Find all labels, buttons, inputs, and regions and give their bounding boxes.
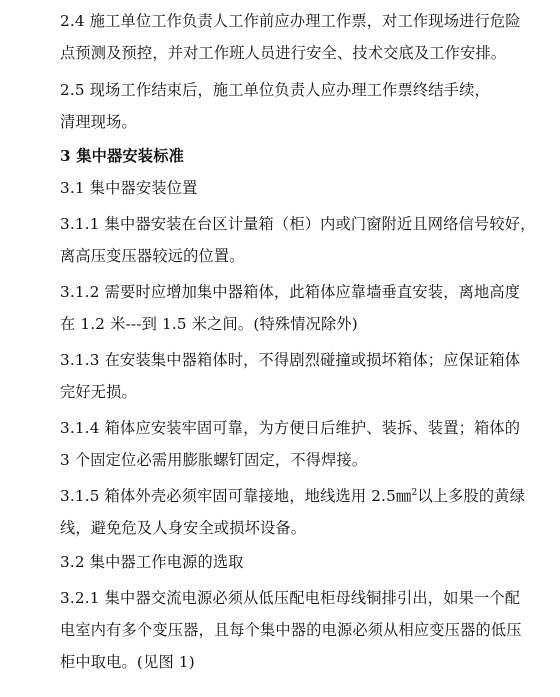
- text-line-2-4-a: 2.4 施工单位工作负责人工作前应办理工作票，对工作现场进行危险: [60, 12, 521, 30]
- text-line-2-4-b: 点预测及预控，并对工作班人员进行安全、技术交底及工作安排。: [60, 44, 507, 62]
- text-line-3-1-3-a: 3.1.3 在安装集中器箱体时，不得剧烈碰撞或损坏箱体；应保证箱体: [60, 351, 521, 369]
- text-line-3-1-1-b: 离高压变压器较远的位置。: [60, 247, 245, 265]
- text-line-3-1-2-b: 在 1.2 米---到 1.5 米之间。(特殊情况除外): [60, 315, 358, 333]
- text-line-2-5-b: 清理现场。: [60, 113, 137, 131]
- text-line-3-1-3-b: 完好无损。: [60, 383, 137, 401]
- text-line-3-1-5-b: 线，避免危及人身安全或损坏设备。: [60, 519, 307, 537]
- text-line-3-1-1-a: 3.1.1 集中器安装在台区计量箱（柜）内或门窗附近且网络信号较好，: [60, 215, 536, 233]
- text-line-3-1-4-b: 3 个固定位必需用膨胀螺钉固定，不得焊接。: [60, 451, 368, 469]
- text-line-3-2-1-c: 柜中取电。(见图 1): [60, 653, 195, 671]
- text-line-3-1-4-a: 3.1.4 箱体应安装牢固可靠，为方便日后维护、装拆、装置；箱体的: [60, 419, 521, 437]
- superscript-2: 2: [411, 487, 418, 498]
- subsection-heading-3-1: 3.1 集中器安装位置: [60, 179, 198, 197]
- text-line-3-1-2-a: 3.1.2 需要时应增加集中器箱体，此箱体应靠墙垂直安装，离地高度: [60, 283, 521, 301]
- text-line-3-2-1-a: 3.2.1 集中器交流电源必须从低压配电柜母线铜排引出，如果一个配: [60, 589, 521, 607]
- text-line-3-2-1-b: 电室内有多个变压器，且每个集中器的电源必须从相应变压器的低压: [60, 621, 522, 639]
- text-line-2-5-a: 2.5 现场工作结束后，施工单位负责人应办理工作票终结手续，: [60, 81, 490, 99]
- text-line-3-1-5-a: [60, 486, 525, 506]
- section-heading-3: 3 集中器安装标准: [60, 147, 184, 165]
- subsection-heading-3-2: 3.2 集中器工作电源的选取: [60, 553, 244, 571]
- text-line-3-1-5-a-main: 3.1.5 箱体外壳必须牢固可靠接地，地线选用 2.5㎜: [60, 487, 412, 505]
- text-line-3-1-5-a-rest: 以上多股的黄绿: [417, 487, 526, 505]
